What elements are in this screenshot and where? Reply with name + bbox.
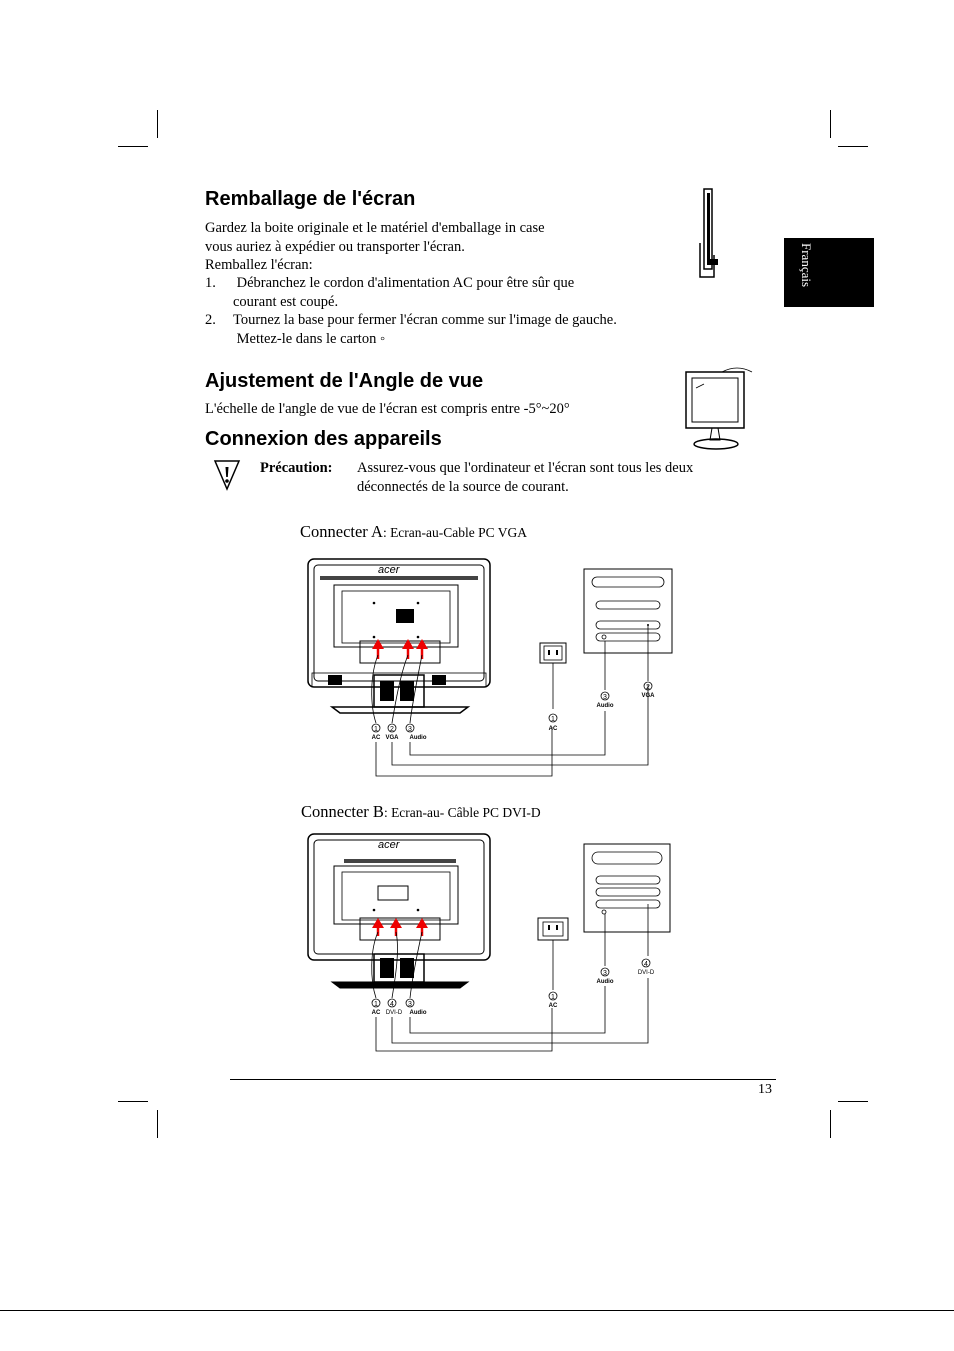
page-number: 13 [758, 1082, 772, 1097]
label-number: 4 [644, 961, 648, 968]
text-line: vous auriez à expédier ou transporter l'écran. [205, 238, 465, 255]
label-number: 1 [551, 716, 555, 723]
label-number: 3 [408, 1001, 412, 1008]
label-number: 2 [390, 726, 394, 733]
caption-sub: : Ecran-au-Cable PC VGA [382, 525, 528, 540]
label-number: 1 [374, 726, 378, 733]
label-number: 3 [603, 970, 607, 977]
step-text: courant est coupé. [233, 293, 339, 310]
label-vga: VGA [385, 735, 399, 741]
label-number: 3 [408, 726, 412, 733]
label-audio: Audio [409, 1010, 427, 1016]
label-ac-outlet: AC [548, 726, 558, 732]
folded-monitor-illustration [690, 185, 730, 285]
text-line: Gardez la boite originale et le matériel d'emballage in case [205, 220, 545, 236]
text-line: Remballez l'écran: [205, 257, 313, 273]
footer-rule [230, 1079, 776, 1080]
step-number: 2. [205, 312, 216, 328]
label-dvi-pc: DVI-D [637, 970, 655, 976]
label-number: 4 [390, 1001, 394, 1008]
caution-label: Précaution: [260, 460, 333, 476]
brand-logo: acer [378, 564, 400, 576]
tilt-monitor-illustration [682, 366, 758, 458]
language-tab-label: Français [799, 243, 814, 288]
step-text: Tournez la base pour fermer l'écran comme sur l'image de gauche. [233, 312, 617, 328]
diagram-a-caption [300, 522, 527, 542]
label-dvi: DVI-D [385, 1010, 403, 1016]
step-number: 1. [205, 275, 216, 291]
label-audio-pc: Audio [596, 979, 614, 985]
label-ac: AC [371, 1010, 381, 1016]
language-tab [784, 238, 874, 307]
caution-line: Assurez-vous que l'ordinateur et l'écran sont tous les deux [357, 460, 694, 476]
diagram-b-dvi-connection [300, 830, 690, 1055]
label-audio-pc: Audio [596, 703, 614, 709]
caution-line: déconnectés de la source de courant. [357, 478, 569, 495]
caption-main: Connecter A [300, 522, 383, 541]
caution-text [357, 459, 693, 496]
caption-main: Connecter B [301, 802, 384, 821]
step-text: Débranchez le cordon d'alimentation AC pour être sûr que [233, 275, 575, 291]
caption-sub: : Ecran-au- Câble PC DVI-D [383, 805, 541, 820]
section-title-connexion: Connexion des appareils [205, 428, 442, 450]
label-vga-pc: VGA [641, 693, 655, 699]
step-2 [205, 311, 685, 348]
label-number: 3 [603, 694, 607, 701]
step-text: Mettez-le dans le carton ◦ [233, 330, 386, 347]
label-number: 1 [551, 994, 555, 1001]
label-audio: Audio [409, 735, 427, 741]
diagram-a-vga-connection [300, 555, 690, 780]
label-ac: AC [371, 735, 381, 741]
section-title-angle: Ajustement de l'Angle de vue [205, 370, 484, 392]
caution-icon [213, 459, 241, 491]
label-ac-outlet: AC [548, 1003, 558, 1009]
angle-text: L'échelle de l'angle de vue de l'écran est compris entre -5°~20° [205, 401, 570, 417]
brand-logo: acer [378, 839, 400, 851]
section-title-remballage: Remballage de l'écran [205, 188, 416, 210]
step-1 [205, 274, 685, 311]
section1-body [205, 219, 545, 275]
label-number: 1 [374, 1001, 378, 1008]
diagram-b-caption [301, 802, 541, 822]
label-number: 2 [646, 684, 650, 691]
